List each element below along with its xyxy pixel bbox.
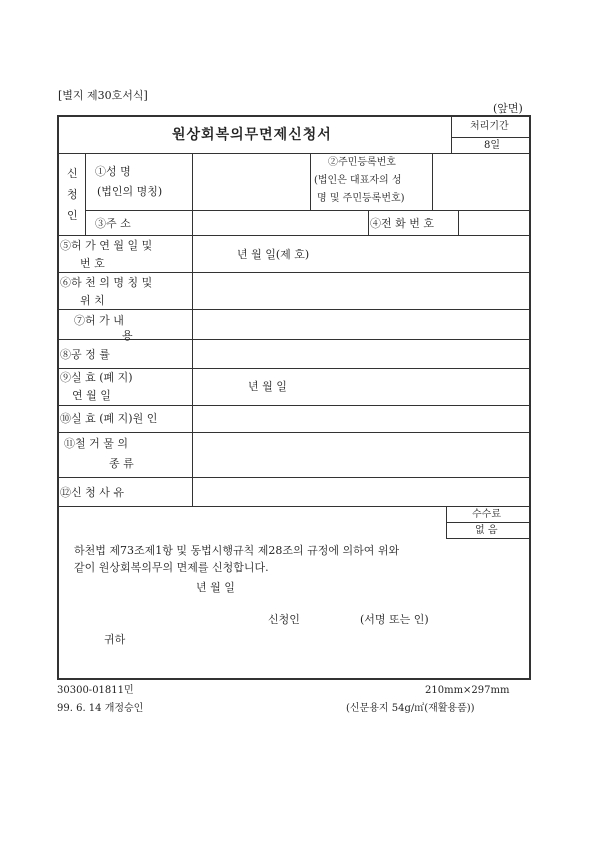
permit-content-label-line2: 용 <box>122 329 133 342</box>
structure-type-label: ⑪철 거 물 의 <box>64 437 128 450</box>
river-name-label-line2: 위 치 <box>80 294 105 307</box>
invalid-date-value: 년 월 일 <box>248 380 287 393</box>
permit-date-label-line2: 번 호 <box>80 257 105 270</box>
permit-content-label: ⑦허 가 내 <box>74 314 124 327</box>
river-name-label: ⑥하 천 의 명 칭 및 <box>60 276 153 289</box>
regno-label-line3: 명 및 주민등록번호) <box>317 193 405 204</box>
fee-label: 수수료 <box>472 509 501 520</box>
application-reason-label: ⑫신 청 사 유 <box>60 486 124 499</box>
signature-note: (서명 또는 인) <box>360 613 429 626</box>
name-label-corp: (법인의 명칭) <box>97 185 163 198</box>
statement-line-1: 하천법 제73조제1항 및 동법시행규칙 제28조의 규정에 의하여 위와 <box>74 544 400 557</box>
regno-label: ②주민등록번호 <box>328 157 396 168</box>
applicant-group-char-2: 청 <box>67 188 78 201</box>
construction-rate-label: ⑧공 정 률 <box>60 348 110 361</box>
addressee-label: 귀하 <box>104 633 126 646</box>
processing-period-label: 처리기간 <box>470 121 509 132</box>
applicant-group-char-3: 인 <box>67 209 78 222</box>
form-code: 30300-01811민 <box>57 685 134 696</box>
invalid-date-label: ⑨실 효 (폐 지) <box>60 371 133 384</box>
regno-label-line2: (법인은 대표자의 성 <box>314 175 402 186</box>
fee-value: 없 음 <box>475 525 498 536</box>
invalid-reason-label: ⑩실 효 (폐 지)원 인 <box>60 412 158 425</box>
permit-date-value: 년 월 일(제 호) <box>237 248 310 261</box>
phone-label: ④전 화 번 호 <box>370 217 434 230</box>
applicant-signature-label: 신청인 <box>268 613 300 626</box>
invalid-date-label-line2: 연 월 일 <box>72 389 111 402</box>
form-reference: [별지 제30호서식] <box>58 89 148 102</box>
applicant-group-char-1: 신 <box>67 167 78 180</box>
name-label: ①성 명 <box>95 165 131 178</box>
processing-period-value: 8일 <box>484 140 501 151</box>
statement-line-2: 같이 원상회복의무의 면제를 신청합니다. <box>74 561 269 574</box>
application-date: 년 월 일 <box>196 581 235 594</box>
permit-date-label: ⑤허 가 연 월 일 및 <box>60 239 153 252</box>
paper-spec: (신문용지 54g/㎡(재활용품)) <box>346 703 475 714</box>
approval-date: 99. 6. 14 개정승인 <box>57 703 144 714</box>
structure-type-label-line2: 종 류 <box>109 457 134 470</box>
paper-size: 210mm×297mm <box>425 685 510 696</box>
side-note: (앞면) <box>493 102 523 115</box>
form-title: 원상회복의무면제신청서 <box>172 127 332 143</box>
address-label: ③주 소 <box>95 217 131 230</box>
